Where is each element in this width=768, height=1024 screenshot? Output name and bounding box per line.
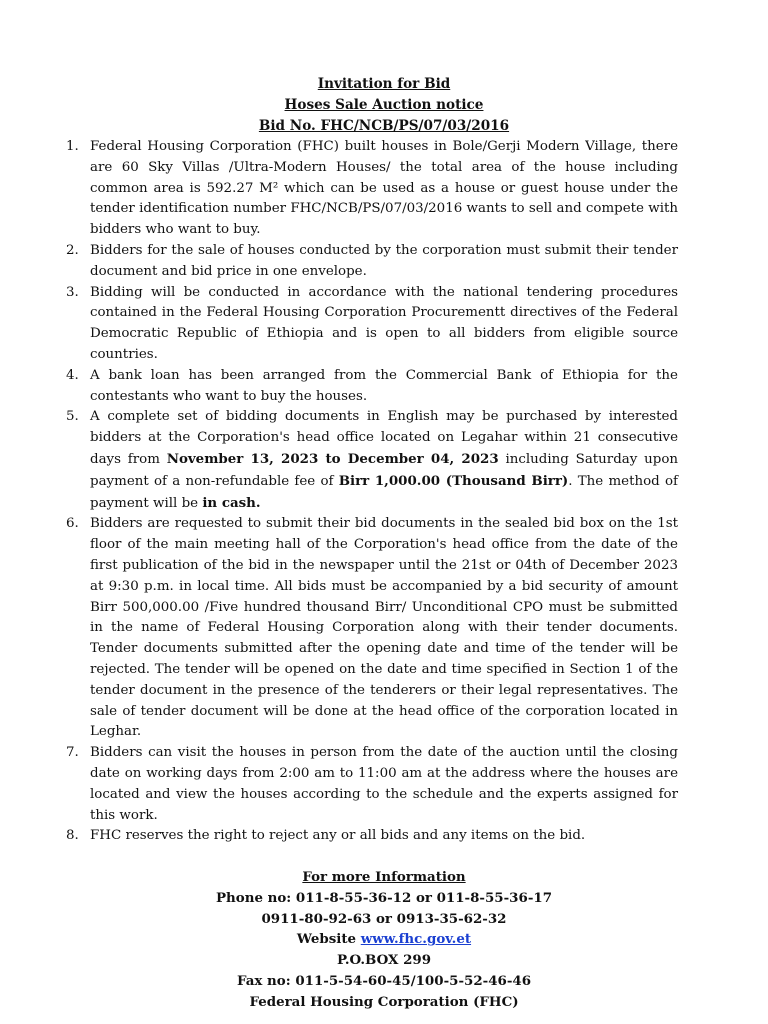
contact-block bbox=[90, 867, 678, 1013]
contact-mobile: 0911-80-92-63 or 0913-35-62-32 bbox=[261, 910, 507, 927]
sale-dates: November 13, 2023 to December 04, 2023 bbox=[166, 450, 499, 467]
item-text: A bank loan has been arranged from the Commercial Bank of Ethiopia for the contestants who want to buy the houses. bbox=[90, 367, 678, 404]
item-text: FHC reserves the right to reject any or all bids and any items on the bid. bbox=[90, 828, 586, 844]
item-number: 3. bbox=[66, 284, 79, 300]
contact-organization: Federal Housing Corporation (FHC) bbox=[249, 993, 519, 1010]
list-item bbox=[66, 283, 678, 366]
item-number: 6. bbox=[66, 516, 79, 532]
item-text-part1: A complete set of bidding documents in English may be purchased by interested bidders at the Corporation's head office located on Legahar within 21 consecutive days from bbox=[90, 409, 678, 467]
item-text: Federal Housing Corporation (FHC) built houses in Bole/Gerji Modern Village, there are 60 Sky Villas /Ultra-Modern Houses/ the total area of the house including common area is 592.27 M² which can be used as a house or guest house under the tender identification number FHC/NCB/PS/07/03/2016 wants to sell and compete with bidders who want to buy. bbox=[90, 139, 678, 238]
document-fee: Birr 1,000.00 (Thousand Birr) bbox=[338, 472, 569, 489]
contact-pobox: P.O.BOX 299 bbox=[336, 952, 432, 969]
document-subtitle: Hoses Sale Auction notice bbox=[284, 97, 484, 113]
payment-method: in cash. bbox=[202, 494, 261, 511]
item-number: 8. bbox=[66, 828, 79, 844]
list-item bbox=[66, 241, 678, 283]
bid-number: Bid No. FHC/NCB/PS/07/03/2016 bbox=[258, 118, 510, 134]
website-label: Website bbox=[296, 931, 361, 948]
item-text: Bidders are requested to submit their bid documents in the sealed bid box on the 1st floor of the main meeting hall of the Corporation's head office from the date of the first publication of the bid in the newspaper until the 21st or 04th of December 2023 at 9:30 p.m. in local time. All bids must be accompanied by a bid security of amount Birr 500,000.00 /Five hundred thousand Birr/ Unconditional CPO must be submitted in the name of Federal Housing Corporation along with their tender documents. Tender documents submitted after the opening date and time of the tender will be rejected. The tender will be opened on the date and time specified in Section 1 of the tender document in the presence of the tenderers or their legal representatives. The sale of tender document will be done at the head office of the corporation located in Leghar. bbox=[90, 516, 678, 740]
item-text-part2: including Saturday upon payment of a non-refundable fee of bbox=[90, 451, 679, 489]
item-text: Bidding will be conducted in accordance with the national tendering procedures contained in the Federal Housing Corporation Procurementt directives of the Federal Democratic Republic of Ethiopia and is open to all bidders from eligible source countries. bbox=[90, 284, 678, 362]
contact-title: For more Information bbox=[302, 869, 466, 886]
list-item bbox=[66, 366, 678, 408]
list-item bbox=[66, 514, 678, 743]
list-item bbox=[66, 743, 678, 826]
item-number: 2. bbox=[66, 242, 79, 258]
item-number: 1. bbox=[66, 139, 79, 154]
list-item bbox=[66, 407, 679, 514]
item-text-part3: . The method of payment will be bbox=[90, 473, 678, 511]
document-title: Invitation for Bid bbox=[317, 76, 451, 92]
list-item bbox=[66, 137, 678, 241]
bid-conditions-list bbox=[66, 137, 679, 847]
list-item bbox=[66, 826, 678, 847]
item-number: 4. bbox=[66, 367, 79, 383]
item-text: Bidders for the sale of houses conducted by the corporation must submit their tender document and bid price in one envelope. bbox=[90, 242, 678, 279]
item-number: 7. bbox=[66, 745, 79, 761]
item-number: 5. bbox=[66, 409, 79, 425]
contact-website-line bbox=[90, 929, 678, 950]
website-link[interactable]: www.fhc.gov.et bbox=[360, 931, 472, 948]
contact-fax: Fax no: 011-5-54-60-45/100-5-52-46-46 bbox=[236, 973, 532, 990]
item-text: Bidders can visit the houses in person from the date of the auction until the closing date on working days from 2:00 am to 11:00 am at the address where the houses are located and view the houses according to the schedule and the experts assigned for this work. bbox=[90, 745, 678, 823]
contact-phone: Phone no: 011-8-55-36-12 or 011-8-55-36-17 bbox=[215, 889, 553, 906]
document-heading bbox=[90, 74, 678, 137]
